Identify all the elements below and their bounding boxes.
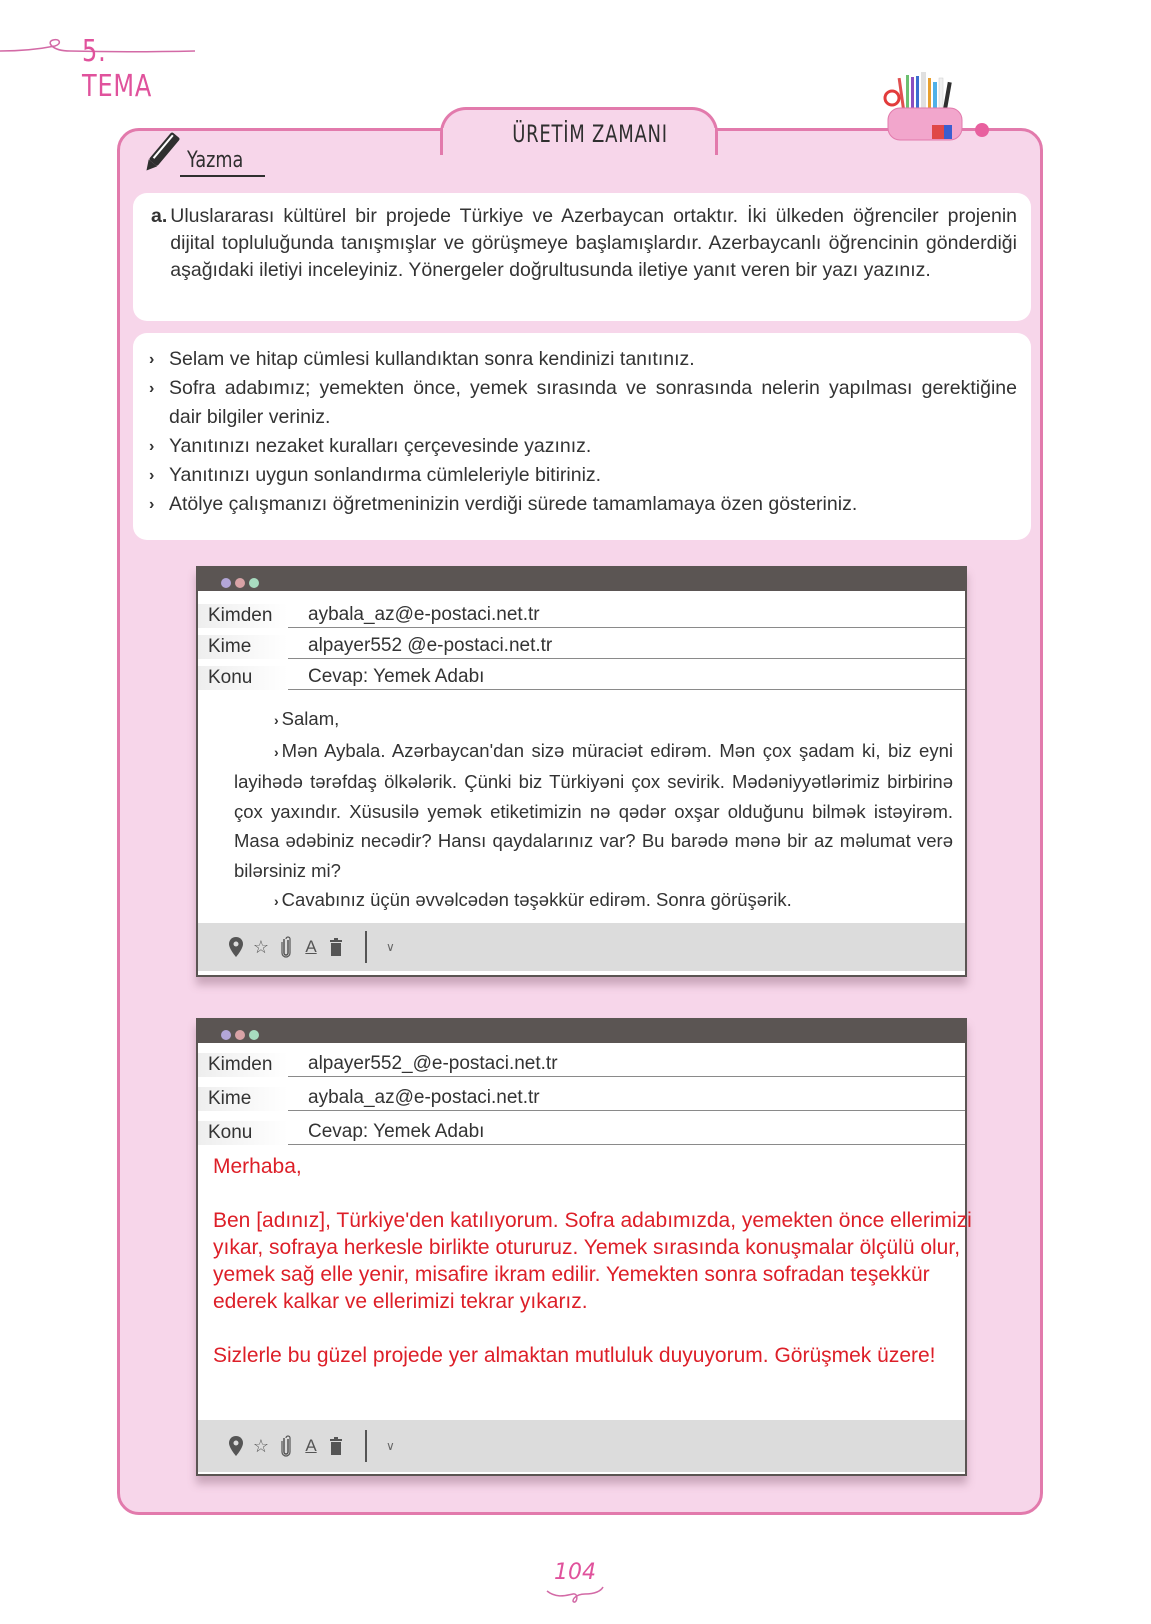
window-dot-icon[interactable]: [235, 1030, 245, 1040]
reply-line: ederek kalkar ve ellerimizi tekrar yıkarız.: [213, 1290, 588, 1313]
toolbar-divider: [365, 1430, 367, 1462]
chevron-down-icon[interactable]: ∨: [386, 1439, 395, 1453]
email-body-text: Mən Aybala. Azərbaycan'dan sizə müraciət edirəm. Mən çox şadam ki, biz eyni layihədə tərəfdaş ölkələrik. Çünki biz Türkiyəni çox sevirik. Mədəniyyətlərimiz birbirinə çox yaxındır. Xüsusilə yemək etiketimizin nə qədər oxşar olduğunu bilmək istəyirəm. Masa ədəbiniz necədir? Hansı qaydalarınız var? Bu barədə mənə bir az məlumat verə bilərsiniz mi?: [234, 739, 953, 881]
from-field[interactable]: alpayer552_@e-postaci.net.tr: [288, 1052, 965, 1077]
guidelines-list: [149, 345, 1017, 519]
location-icon[interactable]: [226, 935, 246, 959]
subject-row: [198, 1111, 965, 1145]
star-icon[interactable]: ☆: [252, 936, 270, 957]
subject-row: [198, 659, 965, 690]
reply-line: yıkar, sofraya herkesle birlikte otururuz. Yemek sırasında konuşmalar ölçülü olur,: [213, 1236, 961, 1259]
frame-dot-decoration: [975, 123, 989, 137]
from-row: [198, 597, 965, 628]
to-field[interactable]: alpayer552 @e-postaci.net.tr: [288, 634, 965, 659]
toolbar-divider: [365, 931, 367, 963]
from-label: Kimden: [198, 604, 288, 628]
attachment-icon[interactable]: [276, 1434, 296, 1458]
from-field[interactable]: aybala_az@e-postaci.net.tr: [288, 603, 965, 628]
list-item: › Yanıtınızı uygun sonlandırma cümleleriyle bitiriniz.: [149, 461, 1017, 490]
list-item: › Yanıtınızı nezaket kuralları çerçevesinde yazınız.: [149, 432, 1017, 461]
chevron-right-icon: ›: [274, 743, 279, 760]
email-reply-window: [196, 1018, 972, 1476]
to-field[interactable]: aybala_az@e-postaci.net.tr: [288, 1086, 965, 1111]
reply-closing: Sizlerle bu güzel projede yer almaktan mutluluk duyuyorum. Görüşmek üzere!: [213, 1344, 936, 1367]
subject-field[interactable]: Cevap: Yemek Adabı: [288, 665, 965, 690]
section-label: Yazma: [187, 148, 244, 173]
email-received-window: [196, 566, 967, 977]
chevron-right-icon: ›: [274, 893, 279, 909]
subject-field[interactable]: Cevap: Yemek Adabı: [288, 1120, 965, 1145]
chevron-right-icon: ›: [149, 467, 155, 484]
instruction-box: [133, 193, 1031, 321]
window-dot-icon[interactable]: [235, 578, 245, 588]
reply-body-input[interactable]: [198, 1145, 972, 1369]
chevron-right-icon: ›: [149, 438, 155, 455]
reply-line: yemek sağ elle yenir, misafire ikram edilir. Yemekten sonra sofradan teşekkür: [213, 1263, 930, 1286]
trash-icon[interactable]: [326, 935, 346, 959]
chevron-right-icon: ›: [274, 712, 279, 728]
instruction-label: a.: [151, 205, 168, 227]
theme-header: [0, 18, 200, 104]
list-item: › Selam ve hitap cümlesi kullandıktan sonra kendinizi tanıtınız.: [149, 345, 1017, 374]
window-dot-icon[interactable]: [249, 1030, 259, 1040]
theme-title: 5. TEMA: [82, 34, 153, 104]
to-row: [198, 1077, 965, 1111]
reply-line: Ben [adınız], Türkiye'den katılıyorum. Sofra adabımızda, yemekten önce ellerimizi: [213, 1209, 972, 1232]
email-toolbar: [198, 923, 965, 971]
email-closing: Cavabınız üçün əvvəlcədən təşəkkür edirəm. Sonra görüşərik.: [281, 889, 792, 910]
to-label: Kime: [198, 635, 288, 659]
instruction-text: Uluslararası kültürel bir projede Türkiye ve Azerbaycan ortaktır. İki ülkeden öğrenciler projenin dijital topluluğunda tanışmışlar ve görüşmeye başlamışlardır. Azerbaycanlı öğrencinin gönderdiği aşağıdaki iletiyi inceleyiniz. Yönergeler doğrultusunda iletiye yanıt veren bir yazı yazınız.: [170, 205, 1017, 281]
activity-title: ÜRETİM ZAMANI: [512, 120, 668, 148]
page-number: 104: [554, 1560, 596, 1585]
email-toolbar: [198, 1420, 965, 1472]
from-row: [198, 1043, 965, 1077]
window-dot-icon[interactable]: [221, 1030, 231, 1040]
text-color-icon[interactable]: A: [305, 937, 317, 956]
trash-icon[interactable]: [326, 1434, 346, 1458]
pencil-case-icon: [880, 70, 975, 150]
from-label: Kimden: [198, 1053, 288, 1077]
email-body: [198, 690, 965, 917]
chevron-right-icon: ›: [149, 380, 155, 397]
chevron-right-icon: ›: [149, 496, 155, 513]
to-label: Kime: [198, 1087, 288, 1111]
section-underline: [180, 175, 265, 177]
list-item: › Sofra adabımız; yemekten önce, yemek sırasında ve sonrasında nelerin yapılması gerektiğine dair bilgiler veriniz.: [149, 374, 1017, 432]
attachment-icon[interactable]: [276, 935, 296, 959]
pencil-icon: [136, 130, 186, 178]
reply-greeting: Merhaba,: [213, 1155, 302, 1178]
location-icon[interactable]: [226, 1434, 246, 1458]
email-greeting: Salam,: [281, 708, 340, 729]
text-color-icon[interactable]: A: [305, 1436, 317, 1455]
window-dot-icon[interactable]: [221, 578, 231, 588]
star-icon[interactable]: ☆: [252, 1435, 270, 1456]
to-row: [198, 628, 965, 659]
chevron-right-icon: ›: [149, 351, 155, 368]
subject-label: Konu: [198, 666, 288, 690]
swash-decoration-icon: [545, 1585, 605, 1607]
list-item: › Atölye çalışmanızı öğretmeninizin verdiği sürede tamamlamaya özen gösteriniz.: [149, 490, 1017, 519]
chevron-down-icon[interactable]: ∨: [386, 940, 395, 954]
window-titlebar: [198, 1020, 965, 1043]
guidelines-box: [133, 333, 1031, 540]
window-dot-icon[interactable]: [249, 578, 259, 588]
window-titlebar: [198, 568, 965, 591]
subject-label: Konu: [198, 1121, 288, 1145]
